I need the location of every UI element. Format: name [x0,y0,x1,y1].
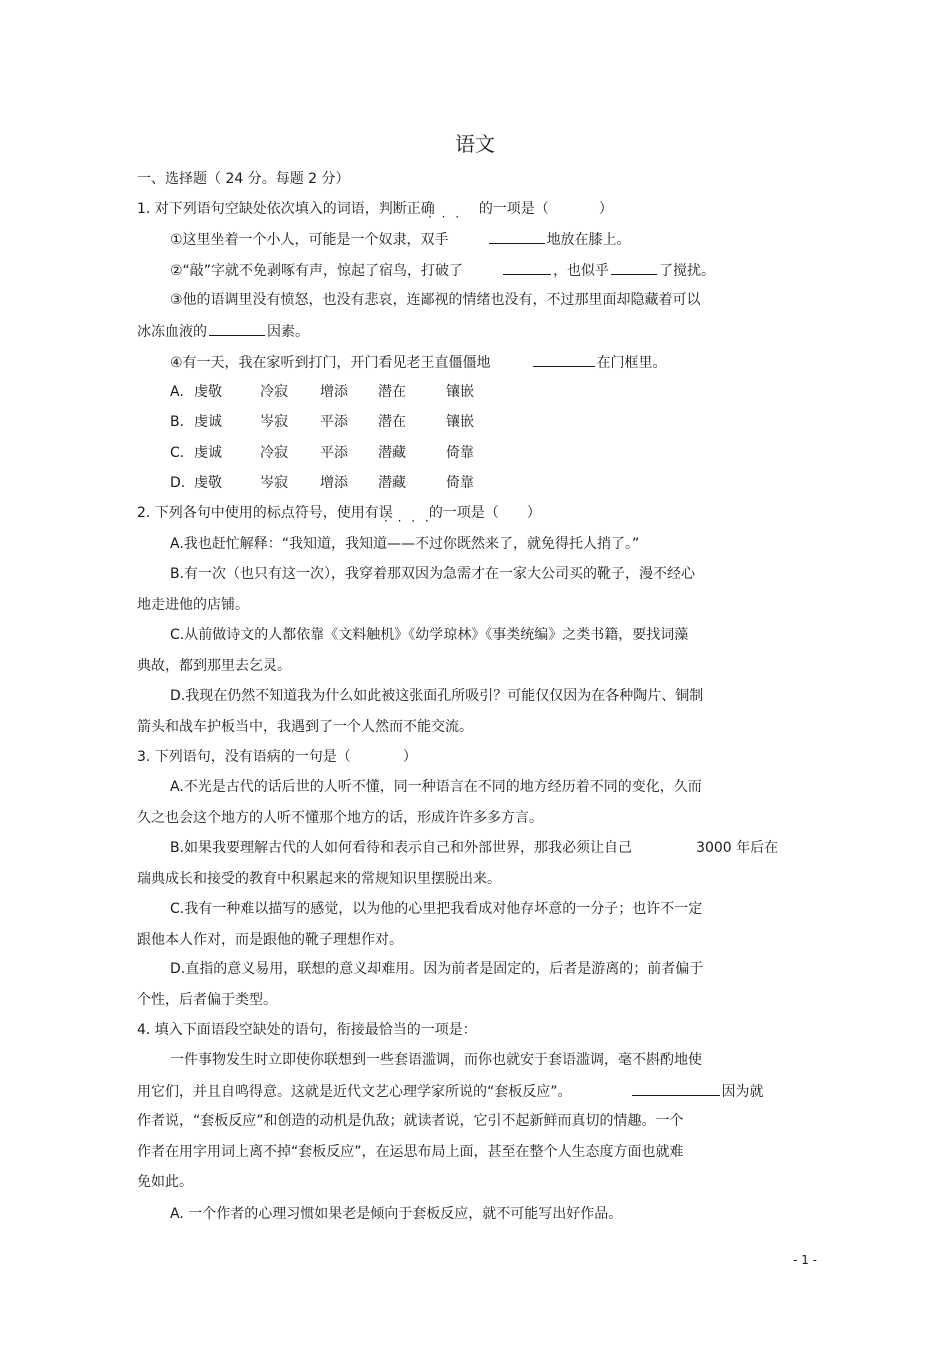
q4-passage-line2: 用它们，并且自鸣得意。这就是近代文艺心理学家所说的“套板反应”。 因为就 [137,1084,764,1100]
q3-option-d-line2: 个性，后者偏于类型。 [137,992,277,1008]
q2-option-c-line1: C.从前做诗文的人都依靠《文料触机》《幼学琼林》《事类统编》之类书籍，要找词藻 [170,627,689,643]
q2-option-d-line2: 箭头和战车护板当中，我遇到了一个人然而不能交流。 [137,719,473,735]
emphasis-dots: · · · · [384,514,432,528]
q3-option-d-line1: D.直指的意义易用，联想的意义却难用。因为前者是固定的，后者是游离的；前者偏于 [170,961,704,977]
q1-stem: 1. 对下列语句空缺处依次填入的词语，判断正确 的一项是（ ） [137,201,613,217]
q1-sentence-4: ④有一天，我在家听到打门，开门看见老王直僵僵地 在门框里。 [170,355,667,371]
q3-option-c-line2: 跟他本人作对，而是跟他的靴子理想作对。 [137,932,403,948]
q1-option-d: D. 虔敬 岑寂 增添 潜藏 倚靠 [170,475,474,491]
q1-option-a: A. 虔敬 冷寂 增添 潜在 镶嵌 [170,384,474,400]
q4-passage-line3: 作者说，“套板反应”和创造的动机是仇敌；就读者说，它引不起新鲜而真切的情趣。一个 [137,1113,684,1129]
q4-option-a: A. 一个作者的心理习惯如果老是倾向于套板反应，就不可能写出好作品。 [170,1206,623,1222]
page-number: - 1 - [793,1253,817,1267]
q3-option-c-line1: C.我有一种难以描写的感觉，以为他的心里把我看成对他存坏意的一分子；也许不一定 [170,901,703,917]
q4-passage-line5: 免如此。 [137,1174,193,1190]
answer-blank [503,261,551,275]
q1-option-c: C. 虔诚 冷寂 平添 潜藏 倚靠 [170,445,474,461]
q3-stem: 3. 下列语句，没有语病的一句是（ ） [137,749,417,765]
q2-option-c-line2: 典故，都到那里去乞灵。 [137,658,291,674]
q2-stem: 2. 下列各句中使用的标点符号，使用有误 的一项是（ ） [137,505,541,521]
q4-passage-line1: 一件事物发生时立即使你联想到一些套语滥调，而你也就安于套语滥调，毫不斟酌地使 [170,1052,702,1068]
q1-sentence-1: ①这里坐着一个小人，可能是一个奴隶，双手 地放在膝上。 [170,232,631,248]
q2-option-b-line1: B.有一次（也只有这一次），我穿着那双因为急需才在一家大公司买的靴子，漫不经心 [170,566,696,582]
q2-option-b-line2: 地走进他的店铺。 [137,597,249,613]
q1-sentence-2: ②“敲”字就不免剥啄有声，惊起了宿鸟，打破了 ，也似乎 了搅扰。 [170,263,716,279]
section-heading: 一、选择题（ 24 分。每题 2 分） [137,171,350,187]
q1-sentence-3a: ③他的语调里没有愤怒，也没有悲哀，连鄙视的情绪也没有，不过那里面却隐藏着可以 [170,292,701,308]
q3-option-a-line2: 久之也会这个地方的人听不懂那个地方的话，形成许许多多方言。 [137,810,543,826]
q2-option-a: A.我也赶忙解释：“我知道，我知道——不过你既然来了，就免得托人捎了。” [170,536,640,552]
q3-option-b-line2: 瑞典成长和接受的教育中积累起来的常规知识里摆脱出来。 [137,871,501,887]
answer-blank [209,322,265,336]
q3-option-b-line1: B.如果我要理解古代的人如何看待和表示自己和外部世界，那我必须让自己 3000 年后在 [170,840,779,856]
q3-option-a-line1: A.不光是古代的话后世的人听不懂，同一种语言在不同的地方经历着不同的变化，久而 [170,779,702,795]
answer-blank [632,1082,720,1096]
answer-blank [489,230,545,244]
emphasis-dots: · · · [428,210,463,224]
q2-option-d-line1: D.我现在仍然不知道我为什么如此被这张面孔所吸引？可能仅仅因为在各种陶片、铜制 [170,688,704,704]
answer-blank [611,261,657,275]
q4-passage-line4: 作者在用字用词上离不掉“套板反应”，在运思布局上面，甚至在整个人生态度方面也就难 [137,1144,684,1160]
q4-stem: 4. 填入下面语段空缺处的语句，衔接最恰当的一项是： [137,1022,477,1038]
q1-sentence-3b: 冰冻血液的 因素。 [137,324,309,340]
page-title: 语文 [455,132,495,156]
q1-option-b: B. 虔诚 岑寂 平添 潜在 镶嵌 [170,414,474,430]
answer-blank [533,353,595,367]
